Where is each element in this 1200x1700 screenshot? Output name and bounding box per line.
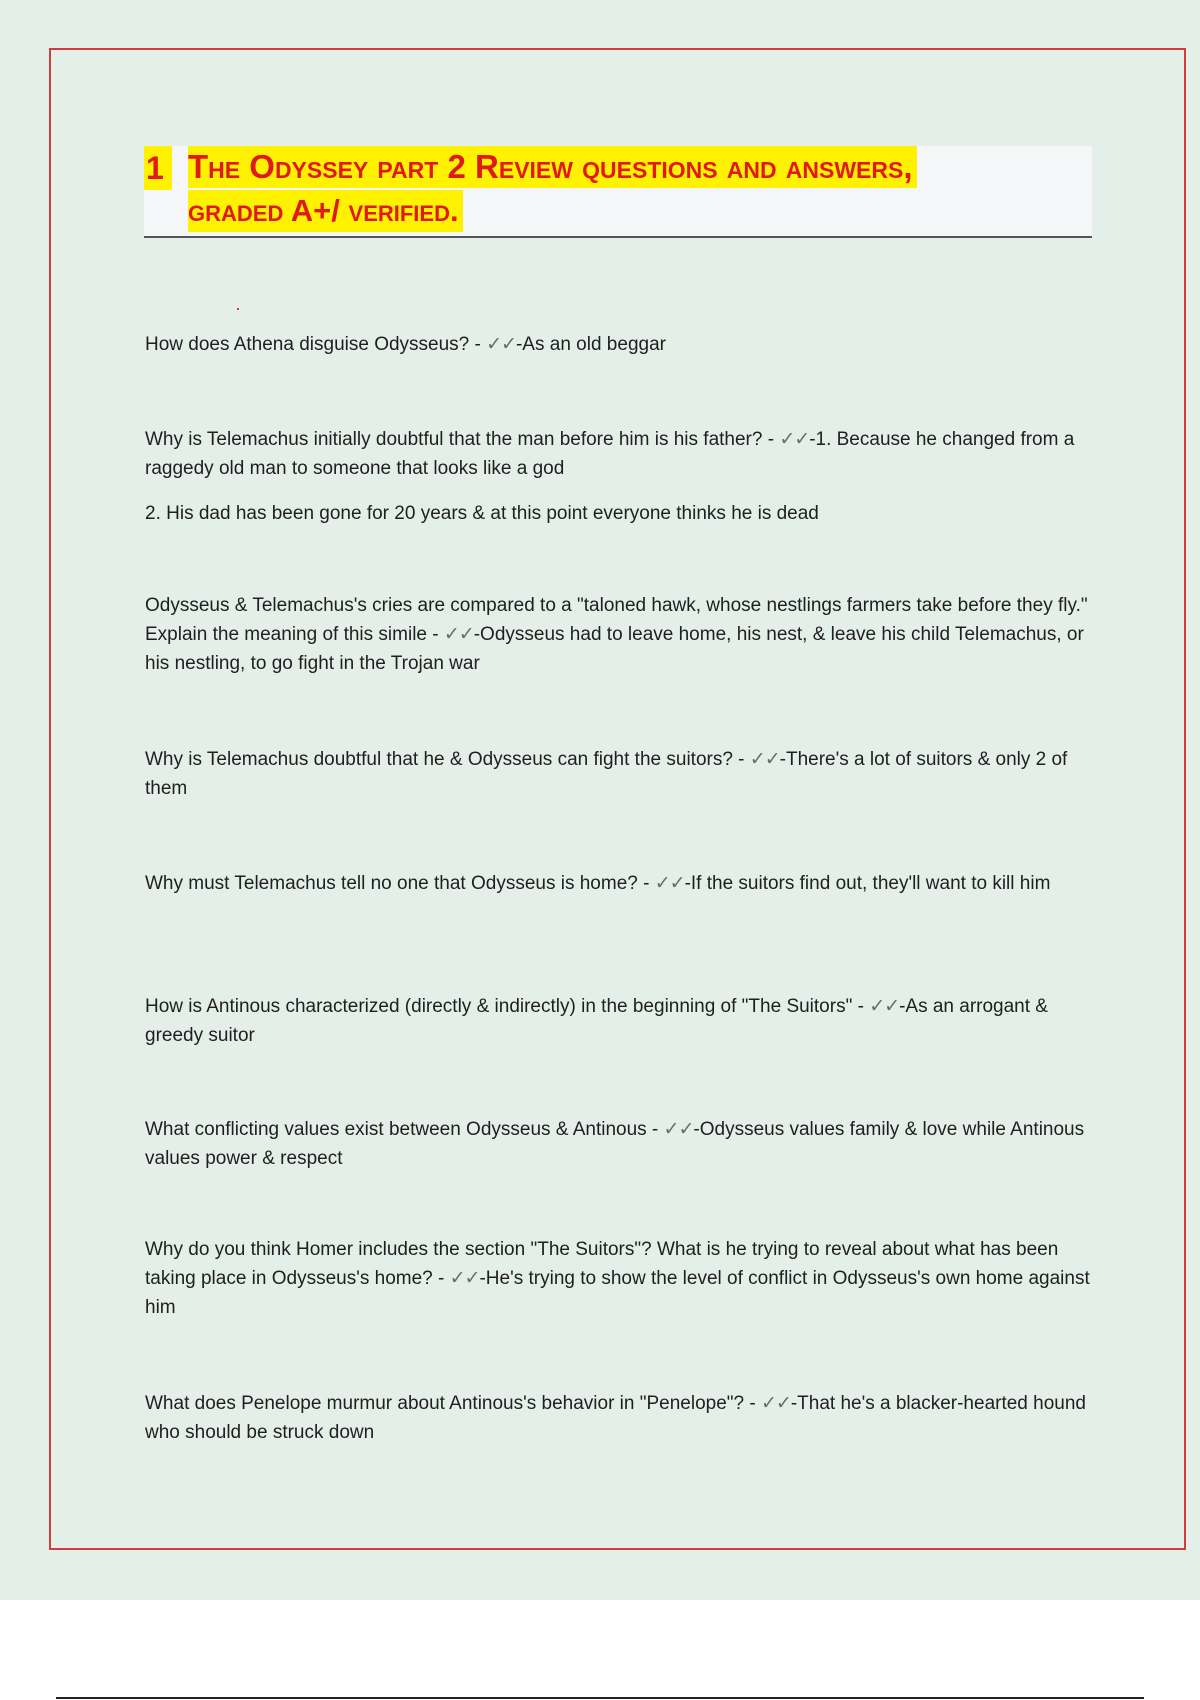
double-check-icon: ✓✓ bbox=[749, 749, 780, 770]
qa-answer: -He's trying to show the level of conflict in Odysseus's own home against him bbox=[145, 1268, 1090, 1318]
double-check-icon: ✓✓ bbox=[449, 1268, 480, 1289]
heading-title-line-2: graded A+/ verified. bbox=[188, 190, 463, 232]
qa-item-7 bbox=[145, 1115, 1095, 1173]
double-check-icon: ✓✓ bbox=[486, 334, 516, 355]
qa-question: Odysseus & Telemachus's cries are compared to a "taloned hawk, whose nestlings farmers take before they fly." Explain the meaning of this simile - bbox=[145, 595, 1088, 645]
qa-text bbox=[145, 869, 1095, 898]
qa-question: How does Athena disguise Odysseus? - bbox=[145, 334, 487, 355]
qa-question: What conflicting values exist between Odysseus & Antinous - bbox=[145, 1119, 664, 1140]
heading-title-line-1: The Odyssey part 2 Review questions and answers, bbox=[188, 146, 917, 188]
qa-text bbox=[145, 591, 1095, 678]
qa-answer: -That he's a blacker-hearted hound who should be struck down bbox=[145, 1393, 1086, 1443]
document-heading bbox=[144, 146, 1092, 238]
double-check-icon: ✓✓ bbox=[654, 873, 685, 894]
double-check-icon: ✓✓ bbox=[761, 1393, 791, 1414]
qa-item-9 bbox=[145, 1389, 1095, 1447]
qa-item-1 bbox=[145, 330, 1095, 359]
qa-item-4 bbox=[145, 745, 1095, 803]
qa-item-6 bbox=[145, 992, 1095, 1050]
qa-question: How is Antinous characterized (directly & indirectly) in the beginning of "The Suitors" - bbox=[145, 996, 870, 1017]
qa-answer: -1. Because he changed from a raggedy old man to someone that looks like a god bbox=[145, 429, 1075, 479]
qa-item-2 bbox=[145, 425, 1095, 528]
qa-answer: -Odysseus values family & love while Antinous values power & respect bbox=[145, 1119, 1085, 1169]
double-check-icon: ✓✓ bbox=[663, 1119, 694, 1140]
qa-question: Why is Telemachus doubtful that he & Odysseus can fight the suitors? - bbox=[145, 749, 750, 770]
qa-question: Why must Telemachus tell no one that Odysseus is home? - bbox=[145, 873, 655, 894]
qa-question: Why do you think Homer includes the section "The Suitors"? What is he trying to reveal about what has been taking place in Odysseus's home? - bbox=[145, 1239, 1059, 1289]
stray-red-mark bbox=[237, 308, 239, 310]
double-check-icon: ✓✓ bbox=[443, 624, 474, 645]
double-check-icon: ✓✓ bbox=[869, 996, 900, 1017]
qa-answer: -Odysseus had to leave home, his nest, & leave his child Telemachus, or his nestling, to go fight in the Trojan war bbox=[145, 624, 1084, 674]
next-page-top-rule bbox=[56, 1697, 1144, 1699]
qa-answer: -As an old beggar bbox=[515, 334, 666, 355]
heading-number: 1 bbox=[144, 146, 172, 190]
qa-question: What does Penelope murmur about Antinous's behavior in "Penelope"? - bbox=[145, 1393, 761, 1414]
qa-question: Why is Telemachus initially doubtful that the man before him is his father? - bbox=[145, 429, 780, 450]
qa-answer-continuation: 2. His dad has been gone for 20 years & at this point everyone thinks he is dead bbox=[145, 503, 819, 524]
qa-item-3 bbox=[145, 591, 1095, 678]
qa-item-5 bbox=[145, 869, 1095, 898]
qa-text bbox=[145, 1389, 1095, 1447]
qa-answer: -As an arrogant & greedy suitor bbox=[145, 996, 1048, 1046]
qa-text bbox=[145, 745, 1095, 803]
qa-item-8 bbox=[145, 1235, 1095, 1322]
qa-answer: -If the suitors find out, they'll want to kill him bbox=[684, 873, 1051, 894]
qa-text bbox=[145, 1235, 1095, 1322]
qa-text bbox=[145, 330, 1095, 359]
double-check-icon: ✓✓ bbox=[779, 429, 810, 450]
qa-text bbox=[145, 992, 1095, 1050]
qa-text bbox=[145, 1115, 1095, 1173]
qa-answer: -There's a lot of suitors & only 2 of them bbox=[145, 749, 1068, 799]
qa-text bbox=[145, 425, 1095, 483]
